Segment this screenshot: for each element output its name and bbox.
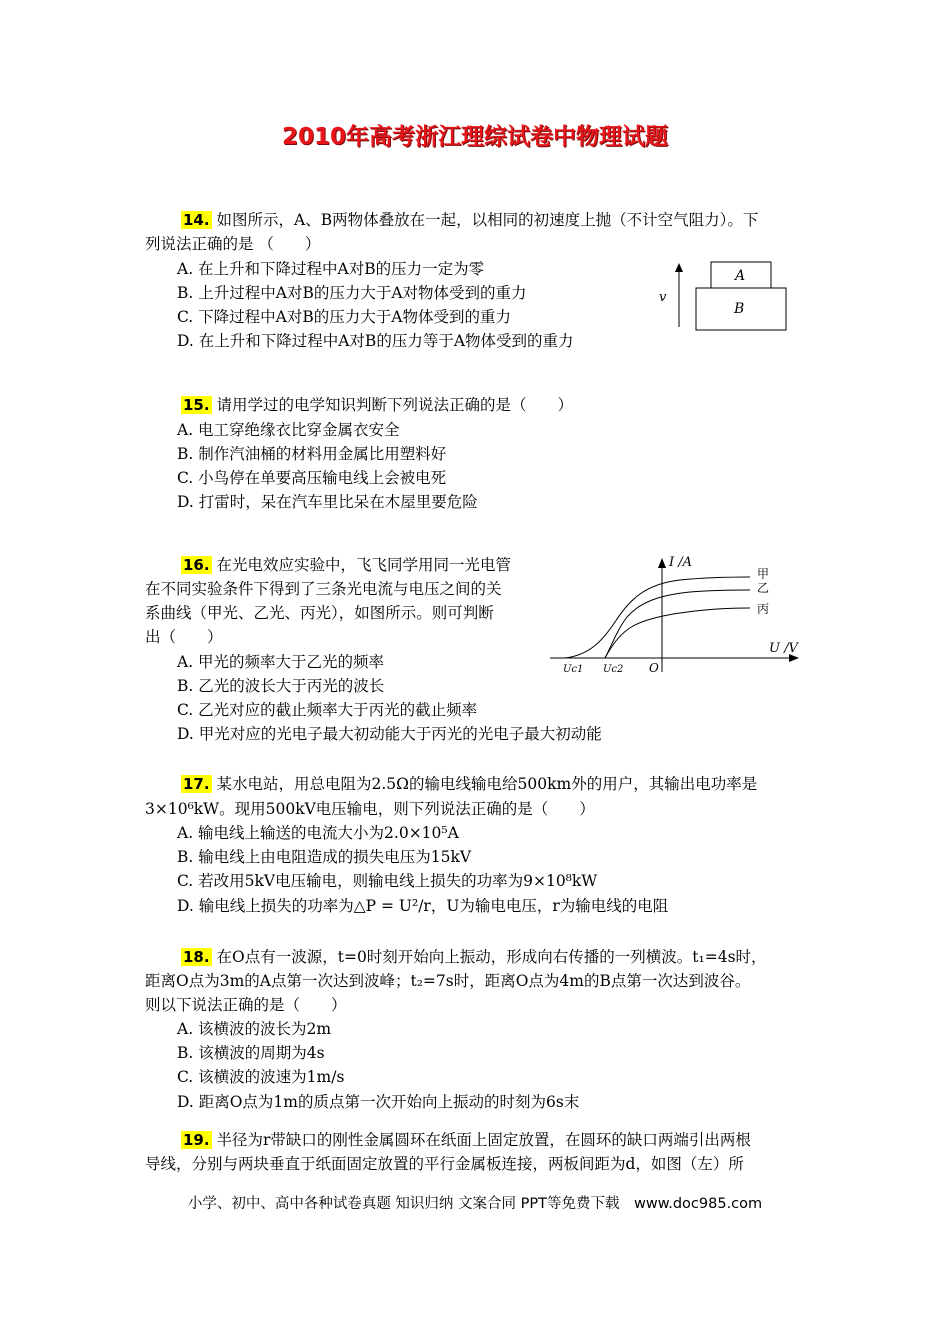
curve-jia-label: 甲: [757, 567, 770, 581]
page-footer: 小学、初中、高中各种试卷真题 知识归纳 文案合同 PPT等免费下载 www.doc985.com: [187, 1196, 763, 1212]
q14-option-a: A. 在上升和下降过程中A对B的压力一定为零: [177, 260, 485, 278]
q14-option-d: D. 在上升和下降过程中A对B的压力等于A物体受到的重力: [177, 332, 574, 350]
curve-bing: [605, 608, 750, 658]
q15-option-b: B. 制作汽油桶的材料用金属比用塑料好: [177, 445, 447, 463]
q15-number: 15.: [183, 396, 210, 414]
q14-number: 14.: [183, 211, 210, 229]
q19-stem-text1: 半径为r带缺口的刚性金属圆环在纸面上固定放置，在圆环的缺口两端引出两根: [216, 1131, 751, 1149]
q16-figure: [545, 550, 805, 680]
uc2-label: Uc2: [603, 664, 624, 675]
q14-option-b: B. 上升过程中A对B的压力大于A对物体受到的重力: [177, 284, 527, 302]
q16-stem-line3: 系曲线（甲光、乙光、丙光），如图所示。则可判断: [145, 604, 494, 622]
q18-stem-line2: 距离O点为3m的A点第一次达到波峰；t₂=7s时，距离O点为4m的B点第一次达到波谷。: [145, 972, 751, 990]
q19-stem-line2: 导线，分别与两块垂直于纸面固定放置的平行金属板连接，两板间距为d，如图（左）所: [145, 1155, 744, 1173]
block-a-label: A: [735, 268, 746, 284]
q15-option-c: C. 小鸟停在单要高压输电线上会被电死: [177, 469, 447, 487]
q15-stem-text: 请用学过的电学知识判断下列说法正确的是（ ）: [216, 396, 574, 414]
q17-option-d: D. 输电线上损失的功率为△P = U²/r，U为输电电压，r为输电线的电阻: [177, 897, 669, 915]
curve-bing-label: 丙: [757, 602, 770, 616]
q17-stem-line1: [181, 772, 757, 796]
velocity-label: v: [659, 290, 667, 305]
q14-stem-text1: 如图所示，A、B两物体叠放在一起，以相同的初速度上抛（不计空气阻力）。下: [216, 211, 759, 229]
q14-stem-line2: 列说法正确的是 （ ）: [145, 235, 321, 253]
q18-option-a: A. 该横波的波长为2m: [177, 1020, 332, 1038]
q18-stem-line3: 则以下说法正确的是（ ）: [145, 996, 347, 1014]
q16-number: 16.: [183, 556, 210, 574]
block-b-label: B: [734, 301, 745, 317]
origin-label: O: [649, 661, 659, 675]
y-axis-label: I /A: [669, 555, 693, 570]
x-axis-label: U /V: [769, 641, 798, 656]
q14-option-c: C. 下降过程中A对B的压力大于A物体受到的重力: [177, 308, 511, 326]
q17-stem-text1: 某水电站，用总电阻为2.5Ω的输电线输电给500km外的用户，其输出电功率是: [216, 775, 758, 793]
q17-stem-line2: 3×10⁶kW。现用500kV电压输电，则下列说法正确的是（ ）: [145, 800, 595, 818]
q14-stem-line1: [181, 208, 758, 232]
q17-option-b: B. 输电线上由电阻造成的损失电压为15kV: [177, 848, 472, 866]
velocity-arrow-head: [675, 263, 683, 272]
q15-option-a: A. 电工穿绝缘衣比穿金属衣安全: [177, 421, 400, 439]
q15-option-d: D. 打雷时，呆在汽车里比呆在木屋里要危险: [177, 493, 478, 511]
q17-option-a: A. 输电线上输送的电流大小为2.0×10⁵A: [177, 824, 459, 842]
q18-stem-line1: [181, 945, 767, 969]
curve-yi-label: 乙: [757, 581, 770, 595]
page-title: 2010年高考浙江理综试卷中物理试题: [281, 124, 668, 150]
q18-number: 18.: [183, 948, 210, 966]
q16-option-b: B. 乙光的波长大于丙光的波长: [177, 677, 385, 695]
uc1-label: Uc1: [563, 664, 584, 675]
q14-figure: [650, 255, 795, 340]
q18-option-c: C. 该横波的波速为1m/s: [177, 1068, 345, 1086]
q15-stem-line: [181, 393, 573, 417]
q17-option-c: C. 若改用5kV电压输电，则输电线上损失的功率为9×10⁸kW: [177, 872, 598, 890]
q16-stem-line4: 出（ ）: [145, 628, 223, 646]
q18-option-d: D. 距离O点为1m的质点第一次开始向上振动的时刻为6s末: [177, 1093, 580, 1111]
q17-number: 17.: [183, 775, 210, 793]
q16-option-c: C. 乙光对应的截止频率大于丙光的截止频率: [177, 701, 478, 719]
curve-yi: [605, 590, 750, 658]
q19-stem-line1: [181, 1128, 751, 1152]
q16-option-a: A. 甲光的频率大于乙光的频率: [177, 653, 385, 671]
y-axis-arrow: [658, 558, 666, 568]
q18-option-b: B. 该横波的周期为4s: [177, 1044, 325, 1062]
q16-stem-line2: 在不同实验条件下得到了三条光电流与电压之间的关: [145, 580, 502, 598]
q16-option-d: D. 甲光对应的光电子最大初动能大于丙光的光电子最大初动能: [177, 725, 602, 743]
q16-stem-line1: [181, 553, 511, 577]
q19-number: 19.: [183, 1131, 210, 1149]
q16-stem-text1: 在光电效应实验中，飞飞同学用同一光电管: [216, 556, 512, 574]
q18-stem-text1: 在O点有一波源，t=0时刻开始向上振动，形成向右传播的一列横波。t₁=4s时，: [216, 948, 767, 966]
